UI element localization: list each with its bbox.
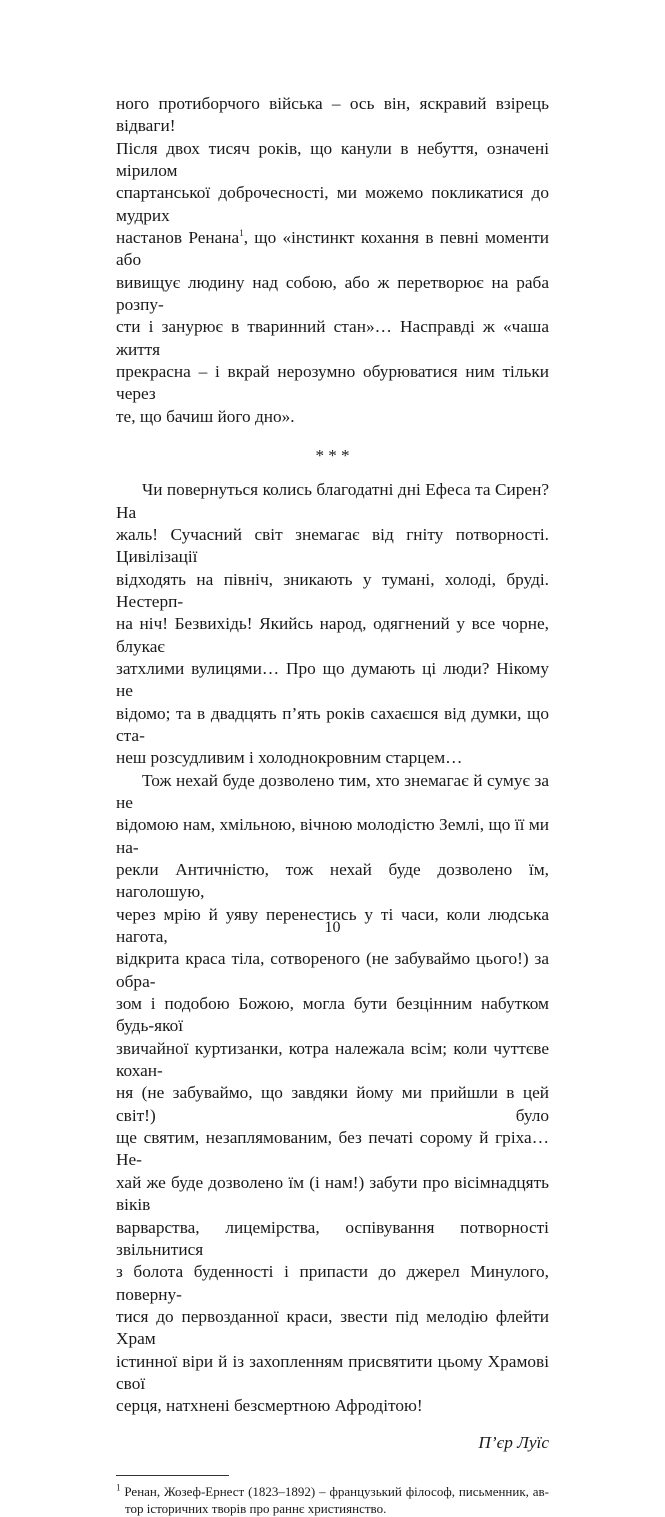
text-line: ня (не забуваймо, що завдяки йому ми прийшли в цей світ!) було <box>116 1083 549 1125</box>
text-line: відходять на північ, зникають у тумані, холоді, бруді. Нестерп- <box>116 569 549 611</box>
section-separator: * * * <box>315 446 350 466</box>
footnote-line: тор історичних творів про раннє християнство. <box>125 1500 387 1516</box>
author-signature: П’єр Луїс <box>478 1432 549 1452</box>
text-line-with-footnote <box>116 227 549 272</box>
footnote-number: 1 <box>116 1482 121 1493</box>
page-number: 10 <box>324 919 341 936</box>
text-line: на ніч! Безвихідь! Якийсь народ, одягнений у все чорне, блукає <box>116 614 549 656</box>
footnote-text: Ренан, Жозеф-Ернест (1823–1892) – французький філософ, письменник, ав- <box>124 1483 549 1499</box>
text-line: неш розсудливим і холоднокровним старцем… <box>116 748 463 768</box>
text-line: спартанської доброчесності, ми можемо покликатися до мудрих <box>116 183 549 225</box>
text-line: те, що бачиш його дно». <box>116 406 295 426</box>
text-fragment: , що «інстинкт кохання в певні моменти або <box>116 228 549 270</box>
text-line: ще святим, незаплямованим, без печаті сорому й гріха… Не- <box>116 1128 549 1170</box>
text-line: відкрита краса тіла, сотвореного (не забуваймо цього!) за обра- <box>116 949 549 991</box>
page-body <box>116 93 549 1517</box>
footnote-line <box>116 1483 549 1500</box>
text-line: вивищує людину над собою, або ж перетворює на раба розпу- <box>116 272 549 315</box>
text-line: відомо; та в двадцять п’ять років сахаєшся від думки, що ста- <box>116 703 549 745</box>
text-line: Тож нехай буде дозволено тим, хто знемагає й сумує за не <box>116 770 549 812</box>
footnote-reference[interactable]: 1 <box>239 228 244 239</box>
text-line: прекрасна – і вкрай нерозумно обурюватися ним тільки через <box>116 362 549 404</box>
paragraph <box>116 479 549 769</box>
text-line: ного протиборчого війська – ось він, яскравий взірець відваги! <box>116 94 549 136</box>
text-line: Після двох тисяч років, що канули в небуття, означені мірилом <box>116 138 549 181</box>
text-line: варварства, лицемірства, оспівування потворності звільнитися <box>116 1217 549 1259</box>
text-line: затхлими вулицями… Про що думають ці люди? Нікому не <box>116 658 549 701</box>
paragraph-continued <box>116 93 549 428</box>
footnote-divider <box>116 1475 229 1476</box>
paragraph <box>116 770 549 1418</box>
text-line: істинної віри й із захопленням присвятити цьому Храмові свої <box>116 1351 549 1393</box>
text-line: рекли Античністю, тож нехай буде дозволено їм, наголошую, <box>116 860 549 902</box>
text-line: сти і занурює в тваринний стан»… Насправді ж «чаша життя <box>116 317 549 359</box>
text-line: серця, натхнені безсмертною Афродітою! <box>116 1396 423 1416</box>
text-line: хай же буде дозволено їм (і нам!) забути про вісімнадцять віків <box>116 1172 549 1215</box>
footnote <box>116 1483 549 1517</box>
text-line: жаль! Сучасний світ знемагає від гніту потворності. Цивілізації <box>116 524 549 567</box>
text-fragment: настанов Ренана <box>116 228 240 248</box>
text-line: Чи повернуться колись благодатні дні Ефеса та Сирен? На <box>116 480 549 522</box>
text-line: зом і подобою Божою, могла бути безцінним набутком будь-якої <box>116 994 549 1036</box>
text-line: з болота буденності і припасти до джерел Минулого, поверну- <box>116 1262 549 1304</box>
text-line: через мрію й уяву перенестись у ті часи, коли людська нагота, <box>116 904 549 947</box>
text-line: відомою нам, хмільною, вічною молодістю Землі, що її ми на- <box>116 815 549 857</box>
text-line: звичайної куртизанки, котра належала всім; коли чуттєве кохан- <box>116 1038 549 1081</box>
text-line: тися до первозданної краси, звести під мелодію флейти Храм <box>116 1306 549 1349</box>
